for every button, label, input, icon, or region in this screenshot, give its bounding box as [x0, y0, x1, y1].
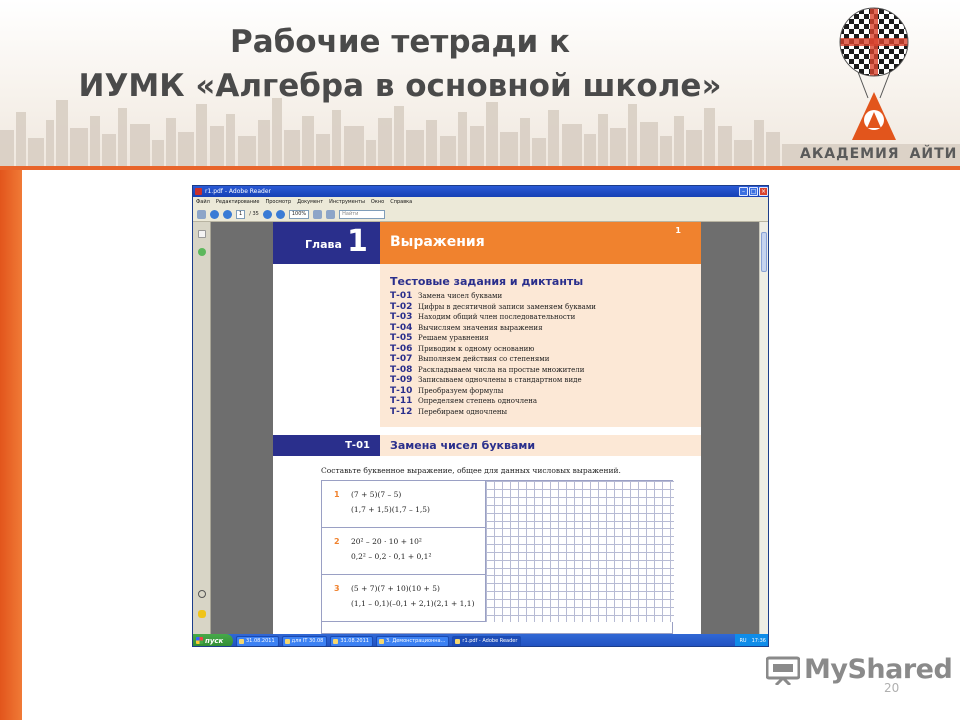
menu-edit[interactable]: Редактирование	[215, 199, 260, 205]
toc-code: Т-06	[390, 343, 413, 354]
exercise-expression: (7 + 5)(7 – 5)	[351, 490, 402, 499]
menu-view[interactable]: Просмотр	[265, 199, 292, 205]
zoom-select[interactable]: 100%	[289, 210, 309, 219]
taskbar-item[interactable]: 31.08.2011	[330, 636, 373, 647]
toc-item[interactable]	[390, 375, 596, 386]
menu-bar	[193, 197, 769, 207]
toc-code: Т-12	[390, 406, 413, 417]
answer-grid[interactable]	[486, 575, 674, 622]
window-title: r1.pdf - Adobe Reader	[205, 188, 272, 195]
toc-code: Т-03	[390, 312, 413, 322]
toolbar	[193, 207, 769, 222]
search-input[interactable]: Найти	[339, 210, 385, 219]
exercise-table	[321, 480, 673, 634]
toc-item[interactable]	[390, 302, 596, 313]
toc-item[interactable]	[390, 333, 596, 344]
exercise-number: 3	[334, 584, 340, 593]
print-icon[interactable]	[197, 210, 206, 219]
toc-text: Преобразуем формулы	[418, 386, 504, 395]
chapter-label-block	[273, 222, 380, 264]
toc-code: Т-11	[390, 396, 413, 406]
slide-title	[40, 20, 760, 108]
exercise-expression: (1,7 + 1,5)(1,7 – 1,5)	[351, 505, 430, 514]
toc-code: Т-02	[390, 301, 413, 312]
comments-icon[interactable]	[198, 610, 206, 618]
answer-grid[interactable]	[486, 481, 674, 528]
chapter-number: 1	[347, 224, 368, 259]
exercise-number: 1	[334, 490, 340, 499]
toc-text: Находим общий член последовательности	[418, 313, 576, 321]
toc-list	[390, 291, 596, 417]
toc-text: Перебираем одночлены	[418, 407, 508, 416]
vertical-scrollbar[interactable]	[759, 222, 768, 634]
page-total-label: / 35	[249, 211, 259, 217]
zoom-in-icon[interactable]	[276, 210, 285, 219]
toc-item[interactable]	[390, 365, 596, 376]
scrollbar-thumb[interactable]	[761, 232, 767, 272]
taskbar-item-active[interactable]: r1.pdf - Adobe Reader	[452, 636, 521, 647]
toc-text: Выполняем действия со степенями	[418, 355, 550, 363]
exercise-expression: (1,1 – 0,1)(–0,1 + 2,1)(2,1 + 1,1)	[351, 599, 475, 608]
previous-page-icon[interactable]	[210, 210, 219, 219]
toc-item[interactable]	[390, 312, 596, 323]
windows-taskbar	[193, 634, 769, 647]
exercise-number: 2	[334, 537, 340, 546]
zoom-out-icon[interactable]	[263, 210, 272, 219]
exercise-expression: (5 + 7)(7 + 10)(10 + 5)	[351, 584, 440, 593]
adobe-reader-icon	[195, 188, 202, 195]
slide-header	[0, 0, 960, 170]
close-button[interactable]: ×	[760, 188, 767, 195]
adobe-reader-screenshot	[192, 185, 769, 647]
chapter-title: Выражения	[390, 234, 485, 250]
brand-word-2: АЙТИ	[909, 146, 958, 162]
toc-item[interactable]	[390, 323, 596, 334]
answer-grid[interactable]	[486, 528, 674, 575]
task-intro: Составьте буквенное выражение, общее для данных числовых выражений.	[321, 466, 621, 475]
toc-text: Цифры в десятичной записи заменяем буквами	[418, 302, 596, 311]
exercise-cell	[322, 575, 486, 622]
toc-text: Раскладываем числа на простые множители	[418, 365, 585, 374]
toc-text: Приводим к одному основанию	[418, 344, 535, 353]
toc-code: Т-01	[390, 291, 413, 301]
toc-code: Т-08	[390, 364, 413, 375]
signatures-icon[interactable]	[198, 248, 206, 256]
left-accent-bar	[0, 170, 22, 720]
toc-text: Вычисляем значения выражения	[418, 323, 543, 332]
navigation-panel	[193, 222, 211, 634]
fit-page-icon[interactable]	[313, 210, 322, 219]
fit-width-icon[interactable]	[326, 210, 335, 219]
exercise-expression: 0,2² – 0,2 · 0,1 + 0,1²	[351, 552, 432, 561]
balloon-logo-icon	[834, 4, 914, 144]
header-divider	[0, 166, 960, 170]
menu-tools[interactable]: Инструменты	[329, 199, 365, 205]
section-title: Замена чисел буквами	[380, 435, 701, 456]
exercise-cell	[322, 528, 486, 575]
pdf-page	[273, 222, 701, 634]
windows-flag-icon	[196, 637, 203, 644]
brand-name	[800, 146, 958, 162]
pages-icon[interactable]	[198, 230, 206, 238]
menu-help[interactable]: Справка	[390, 199, 413, 205]
toc-text: Определяем степень одночлена	[418, 397, 538, 405]
toc-title: Тестовые задания и диктанты	[390, 275, 584, 288]
toc-item[interactable]	[390, 291, 596, 302]
toc-code: Т-07	[390, 354, 413, 364]
attachment-icon[interactable]	[198, 590, 206, 598]
toc-text: Замена чисел буквами	[418, 292, 503, 300]
exercise-cell	[322, 481, 486, 528]
pdf-page-number: 1	[675, 226, 681, 235]
chapter-title-block	[380, 222, 701, 264]
toc-code: Т-05	[390, 333, 413, 343]
start-label: пуск	[205, 637, 224, 645]
taskbar-item[interactable]: 31.08.2011	[236, 636, 279, 647]
toc-text: Решаем уравнения	[418, 334, 489, 342]
page-number-input[interactable]: 1	[236, 210, 245, 219]
next-page-icon[interactable]	[223, 210, 232, 219]
toc-item[interactable]	[390, 354, 596, 365]
toc-item[interactable]	[390, 407, 596, 418]
maximize-button[interactable]: □	[750, 188, 757, 195]
myshared-watermark	[766, 654, 952, 685]
exercise-row	[322, 481, 674, 528]
exercise-row	[322, 575, 674, 622]
section-code: Т-01	[273, 435, 380, 456]
watermark-text: MyShared	[804, 654, 953, 685]
toc-code: Т-09	[390, 375, 413, 385]
system-tray	[735, 634, 769, 647]
toc-item[interactable]	[390, 344, 596, 355]
exercise-expression: 20² – 20 · 10 + 10²	[351, 537, 422, 546]
menu-file[interactable]: Файл	[196, 199, 210, 205]
toc-item[interactable]	[390, 396, 596, 407]
minimize-button[interactable]: –	[739, 187, 748, 196]
presentation-board-icon	[766, 655, 800, 685]
taskbar-item[interactable]: 3. Демонстрационна...	[376, 636, 449, 647]
menu-window[interactable]: Окно	[370, 199, 385, 205]
language-indicator[interactable]: RU	[739, 638, 747, 644]
taskbar-item[interactable]: для IT 30.08	[282, 636, 328, 647]
slide-title-line-1: Рабочие тетради к	[229, 24, 571, 60]
slide-title-line-2: ИУМК «Алгебра в основной школе»	[78, 68, 722, 104]
slide-number: 20	[884, 681, 900, 695]
exercise-row	[322, 528, 674, 575]
toc-text: Записываем одночлены в стандартном виде	[418, 376, 582, 384]
start-button[interactable]	[193, 634, 233, 647]
window-controls	[739, 187, 768, 196]
chapter-word: Глава	[305, 238, 342, 251]
menu-document[interactable]: Документ	[297, 199, 324, 205]
clock: 17:36	[751, 638, 766, 644]
window-titlebar	[193, 186, 769, 197]
toc-code: Т-10	[390, 385, 413, 396]
brand-word-1: АКАДЕМИЯ	[800, 146, 900, 162]
toc-item[interactable]	[390, 386, 596, 397]
toc-code: Т-04	[390, 322, 413, 333]
toc-block	[380, 264, 701, 427]
